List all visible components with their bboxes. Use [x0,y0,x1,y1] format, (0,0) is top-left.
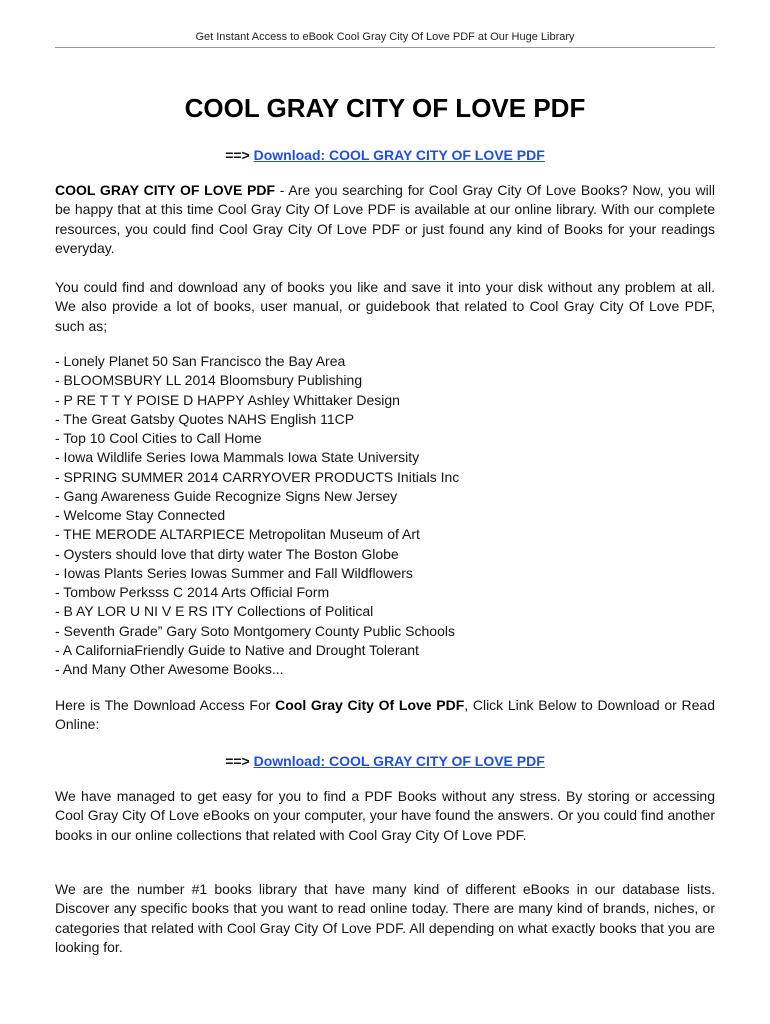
list-item: - A CaliforniaFriendly Guide to Native and Drought Tolerant [55,641,419,658]
download-link-bottom[interactable]: Download: COOL GRAY CITY OF LOVE PDF [253,753,545,769]
list-item: - B AY LOR U NI V E RS ITY Collections of Political [55,603,374,620]
list-item: - The Great Gatsby Quotes NAHS English 11CP [55,410,355,427]
list-item: - Top 10 Cool Cities to Call Home [55,430,262,446]
list-item: - P RE T T Y POISE D HAPPY Ashley Whittaker Design [55,391,400,408]
list-item: - Seventh Grade” Gary Soto Montgomery County Public Schools [55,622,455,639]
download-line-top [55,146,715,164]
download-arrow: ==> [225,147,250,163]
access-post: , Click Link Below to Download or Read Online: [55,697,716,733]
library-paragraph: We are the number #1 books library that have many kind of different eBooks in our database lists. Discover any specific books that you want to read online today. There are many kind of brands, niches, or categories that related with Cool Gray City Of Love PDF. All depending on what exactly books that you are looking for. [55,881,715,955]
storing-paragraph: We have managed to get easy for you to find a PDF Books without any stress. By storing or accessing Cool Gray City Of Love eBooks on your computer, your have found the answers. Or you could find another books in our online collections that related with Cool Gray City Of Love PDF. [55,788,715,843]
page-header: Get Instant Access to eBook Cool Gray City Of Love PDF at Our Huge Library [195,31,575,43]
list-item: - Gang Awareness Guide Recognize Signs New Jersey [55,487,398,504]
list-item: - And Many Other Awesome Books... [55,661,284,677]
intro-paragraph [55,181,715,258]
download-line-bottom [55,752,715,770]
list-item: - THE MERODE ALTARPIECE Metropolitan Museum of Art [55,526,420,543]
list-item: - Iowa Wildlife Series Iowa Mammals Iowa State University [55,449,420,466]
list-item: - BLOOMSBURY LL 2014 Bloomsbury Publishing [55,372,363,389]
list-item: - Welcome Stay Connected [55,507,226,523]
list-item: - Lonely Planet 50 San Francisco the Bay Area [55,353,346,369]
book-list [55,352,715,679]
page-title: COOL GRAY CITY OF LOVE PDF [184,93,586,123]
list-item: - Tombow Perksss C 2014 Arts Official Form [55,584,330,600]
download-arrow: ==> [225,753,250,769]
access-paragraph [55,696,715,735]
intro-lead: COOL GRAY CITY OF LOVE PDF [55,182,276,198]
list-item: - Iowas Plants Series Iowas Summer and Fall Wildflowers [55,564,413,581]
intro-text: - Are you searching for Cool Gray City Of Love Books? Now, you will be happy that at this time Cool Gray City Of Love PDF is available at our online library. With our complete resources, you could find Cool Gray City Of Love PDF or just found any kind of Books for your readings everyday. [55,182,715,256]
list-item: - Oysters should love that dirty water The Boston Globe [55,545,399,562]
list-item: - SPRING SUMMER 2014 CARRYOVER PRODUCTS Initials Inc [55,468,460,485]
resources-paragraph: You could find and download any of books you like and save it into your disk without any problem at all. We also provide a lot of books, user manual, or guidebook that related to Cool Gray City Of Love PDF, such as; [55,279,715,334]
header-divider [55,47,715,48]
access-bold: Cool Gray City Of Love PDF [275,697,465,713]
download-link-top[interactable]: Download: COOL GRAY CITY OF LOVE PDF [253,147,545,163]
access-pre: Here is The Download Access For [55,697,276,713]
